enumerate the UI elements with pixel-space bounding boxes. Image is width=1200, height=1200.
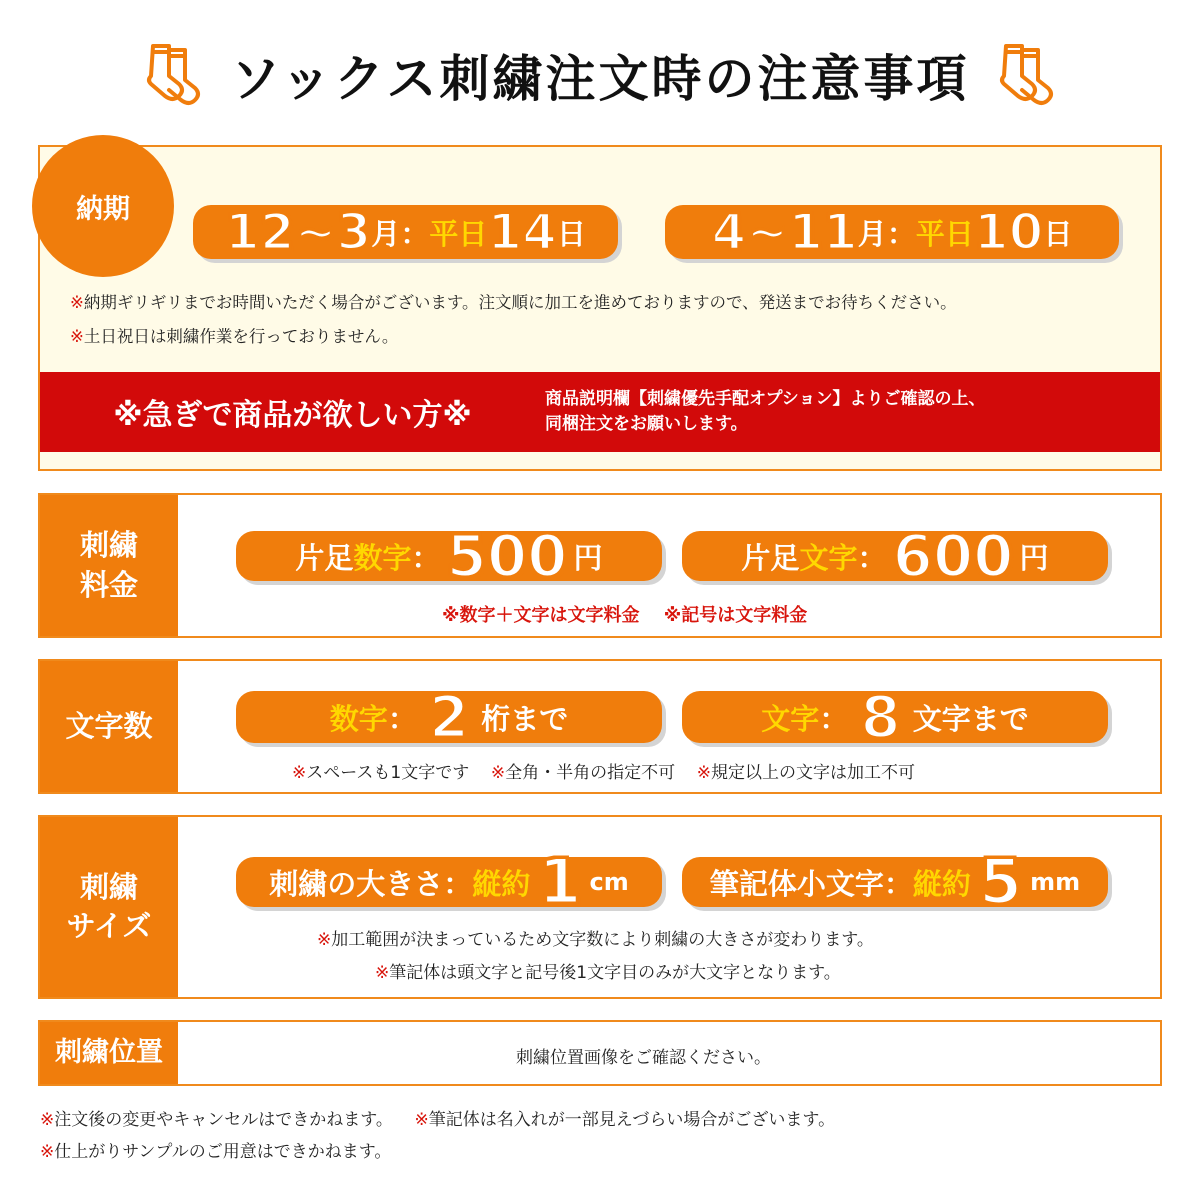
separator: ： (400, 216, 430, 251)
price-section (38, 493, 1162, 638)
size-note-1 (317, 925, 874, 950)
size-value: 1 (538, 845, 582, 918)
separator: ： (857, 540, 887, 575)
count-suffix: 桁まで (481, 701, 569, 736)
urgent-instructions (545, 387, 1160, 436)
months-range: 4~11 (711, 203, 858, 261)
size-pill-standard (236, 845, 662, 918)
char-count-pill-letter (682, 683, 1108, 751)
price-label (40, 495, 178, 636)
char-count-section (38, 659, 1162, 794)
footer-note-line-1 (40, 1105, 835, 1130)
note-mark: ※ (696, 763, 711, 783)
char-count-pill-number (236, 683, 662, 751)
size-unit: cm (589, 868, 629, 896)
price-amount: 500 (446, 522, 568, 590)
note-mark: ※ (490, 763, 506, 783)
count-suffix: 文字まで (912, 701, 1029, 736)
urgent-title: ※急ぎで商品が欲しい方※ (113, 398, 472, 433)
separator: ： (819, 701, 849, 736)
note-mark: ※ (292, 763, 307, 783)
price-prefix: 片足 (295, 540, 354, 575)
size-pill-cursive (682, 845, 1108, 918)
count-kind: 数字 (329, 701, 388, 736)
day-unit: 日 (556, 216, 586, 251)
footer-note-sample: 仕上がりサンプルのご用意はできかねます。 (54, 1142, 392, 1162)
day-unit: 日 (1043, 216, 1073, 251)
note-mark: ※ (70, 293, 84, 312)
count-value: 8 (860, 683, 901, 751)
note-text: 納期ギリギリまでお時間いただく場合がございます。注文順に加工を進めておりますので、発送までお待ちください。 (83, 293, 957, 312)
price-kind: 文字 (799, 540, 858, 575)
price-pill-letter (682, 522, 1108, 590)
urgent-banner (40, 372, 1160, 452)
weekday-label: 平日 (429, 216, 488, 251)
separator: ： (443, 866, 473, 901)
days-value: 14 (487, 203, 557, 261)
size-label-text: 刺繍 サイズ (66, 869, 152, 943)
note-space: スペースも1文字です (306, 763, 470, 783)
price-note: ※数字＋文字は文字料金 ※記号は文字料金 (442, 605, 808, 626)
months-range: 12~3 (225, 203, 372, 261)
page-title: ソックス刺繍注文時の注意事項 (230, 50, 970, 108)
size-kind: 縦約 (472, 866, 531, 901)
price-kind: 数字 (353, 540, 412, 575)
note-text: 土日祝日は刺繍作業を行っておりません。 (83, 327, 399, 346)
note-mark: ※ (40, 1142, 55, 1162)
month-unit: 月 (371, 216, 401, 251)
position-label: 刺繍位置 (40, 1022, 178, 1084)
footer-note-line-2 (40, 1137, 391, 1162)
note-text: 加工範囲が決まっているため文字数により刺繍の大きさが変わります。 (331, 930, 874, 950)
size-value: 5 (978, 845, 1023, 918)
note-mark: ※ (40, 1110, 55, 1130)
delivery-pill-winter (193, 205, 618, 259)
delivery-pill-summer (665, 205, 1119, 259)
delivery-note-1 (70, 289, 957, 313)
socks-icon (992, 40, 1062, 110)
size-unit: mm (1030, 868, 1081, 896)
delivery-note-2 (70, 323, 398, 347)
price-pill-number (236, 522, 662, 590)
weekday-label: 平日 (915, 216, 974, 251)
count-value: 2 (428, 683, 470, 751)
footer-note-cancel: 注文後の変更やキャンセルはできかねます。 (54, 1110, 393, 1130)
note-mark: ※ (317, 930, 332, 950)
page-header (0, 30, 1200, 120)
count-kind: 文字 (761, 701, 820, 736)
note-text: 筆記体は頭文字と記号後1文字目のみが大文字となります。 (389, 963, 841, 983)
char-count-notes (292, 758, 915, 783)
char-count-label: 文字数 (40, 661, 178, 792)
note-limit: 規定以上の文字は加工不可 (710, 763, 915, 783)
separator: ： (886, 216, 916, 251)
month-unit: 月 (857, 216, 887, 251)
price-label-text: 刺繍 料金 (79, 528, 138, 602)
delivery-section (38, 145, 1162, 471)
price-prefix: 片足 (741, 540, 800, 575)
price-unit: 円 (1019, 540, 1049, 575)
urgent-line-2: 同梱注文をお願いします。 (545, 414, 748, 434)
price-unit: 円 (573, 540, 603, 575)
footer-note-cursive: 筆記体は名入れが一部見えづらい場合がございます。 (428, 1110, 836, 1130)
size-section (38, 815, 1162, 999)
note-mark: ※ (414, 1110, 429, 1130)
price-amount: 600 (892, 522, 1014, 590)
size-label (40, 817, 178, 997)
position-section (38, 1020, 1162, 1086)
size-note-2 (375, 958, 841, 983)
note-mark: ※ (375, 963, 390, 983)
urgent-line-1: 商品説明欄【刺繍優先手配オプション】よりご確認の上、 (545, 389, 986, 410)
size-kind: 縦約 (912, 866, 971, 901)
days-value: 10 (973, 203, 1044, 261)
size-prefix: 筆記体小文字 (709, 866, 884, 901)
note-width: 全角・半角の指定不可 (505, 763, 676, 783)
size-prefix: 刺繍の大きさ (269, 866, 444, 901)
socks-icon (139, 40, 209, 110)
delivery-label: 納期 (32, 135, 174, 277)
position-text: 刺繍位置画像をご確認ください。 (516, 1048, 771, 1068)
note-mark: ※ (70, 327, 84, 346)
separator: ： (411, 540, 441, 575)
separator: ： (387, 701, 417, 736)
separator: ： (883, 866, 913, 901)
